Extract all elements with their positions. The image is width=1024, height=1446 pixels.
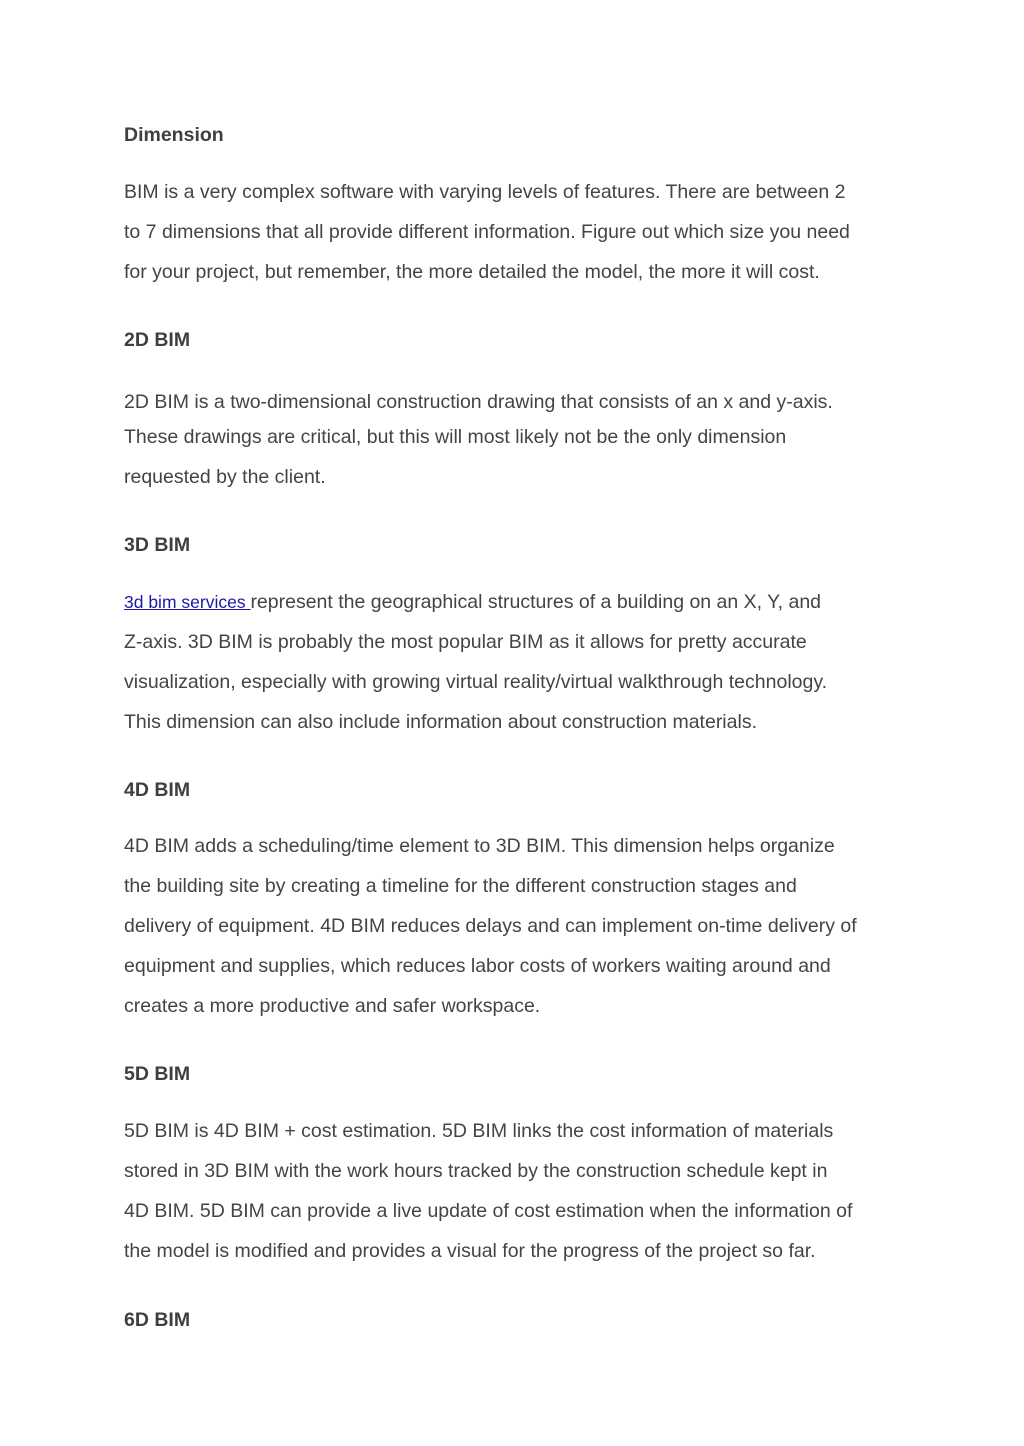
text-line: BIM is a very complex software with varying levels of features. There are between 2 [124, 181, 846, 203]
3d-bim-services-link[interactable]: 3d bim services [124, 592, 251, 612]
paragraph-2d-bim [124, 382, 833, 497]
text-line: This dimension can also include information about construction materials. [124, 711, 757, 733]
text-line: equipment and supplies, which reduces labor costs of workers waiting around and [124, 955, 831, 977]
heading-3d-bim: 3D BIM [124, 534, 191, 556]
heading-4d-bim: 4D BIM [124, 779, 191, 801]
text-line: visualization, especially with growing virtual reality/virtual walkthrough technology. [124, 671, 828, 693]
text-line: 4D BIM. 5D BIM can provide a live update of cost estimation when the information of [124, 1200, 853, 1222]
text-line: requested by the client. [124, 466, 326, 488]
text-line: for your project, but remember, the more detailed the model, the more it will cost. [124, 261, 820, 283]
heading-2d-bim: 2D BIM [124, 329, 191, 351]
text-line: stored in 3D BIM with the work hours tracked by the construction schedule kept in [124, 1160, 828, 1182]
paragraph-3d-bim [124, 582, 827, 742]
text-line: delivery of equipment. 4D BIM reduces delays and can implement on-time delivery of [124, 915, 857, 937]
paragraph-5d-bim [124, 1111, 852, 1271]
heading-5d-bim: 5D BIM [124, 1063, 191, 1085]
paragraph-dimension [124, 172, 850, 292]
text-line: Z-axis. 3D BIM is probably the most popular BIM as it allows for pretty accurate [124, 631, 807, 653]
text-line: creates a more productive and safer workspace. [124, 995, 541, 1017]
paragraph-4d-bim [124, 826, 857, 1026]
heading-dimension: Dimension [124, 124, 224, 146]
text-line: 2D BIM is a two-dimensional construction drawing that consists of an x and y-axis. [124, 391, 833, 413]
heading-6d-bim: 6D BIM [124, 1309, 191, 1331]
text-line: These drawings are critical, but this will most likely not be the only dimension [124, 426, 787, 448]
text-line: the building site by creating a timeline for the different construction stages and [124, 875, 797, 897]
text-line: 5D BIM is 4D BIM + cost estimation. 5D BIM links the cost information of materials [124, 1120, 834, 1142]
text-line: to 7 dimensions that all provide different information. Figure out which size you need [124, 221, 850, 243]
text-line [124, 582, 827, 622]
text-line: 4D BIM adds a scheduling/time element to 3D BIM. This dimension helps organize [124, 835, 835, 857]
text-line: the model is modified and provides a visual for the progress of the project so far. [124, 1240, 816, 1262]
text-segment: represent the geographical structures of a building on an X, Y, and [250, 591, 822, 613]
